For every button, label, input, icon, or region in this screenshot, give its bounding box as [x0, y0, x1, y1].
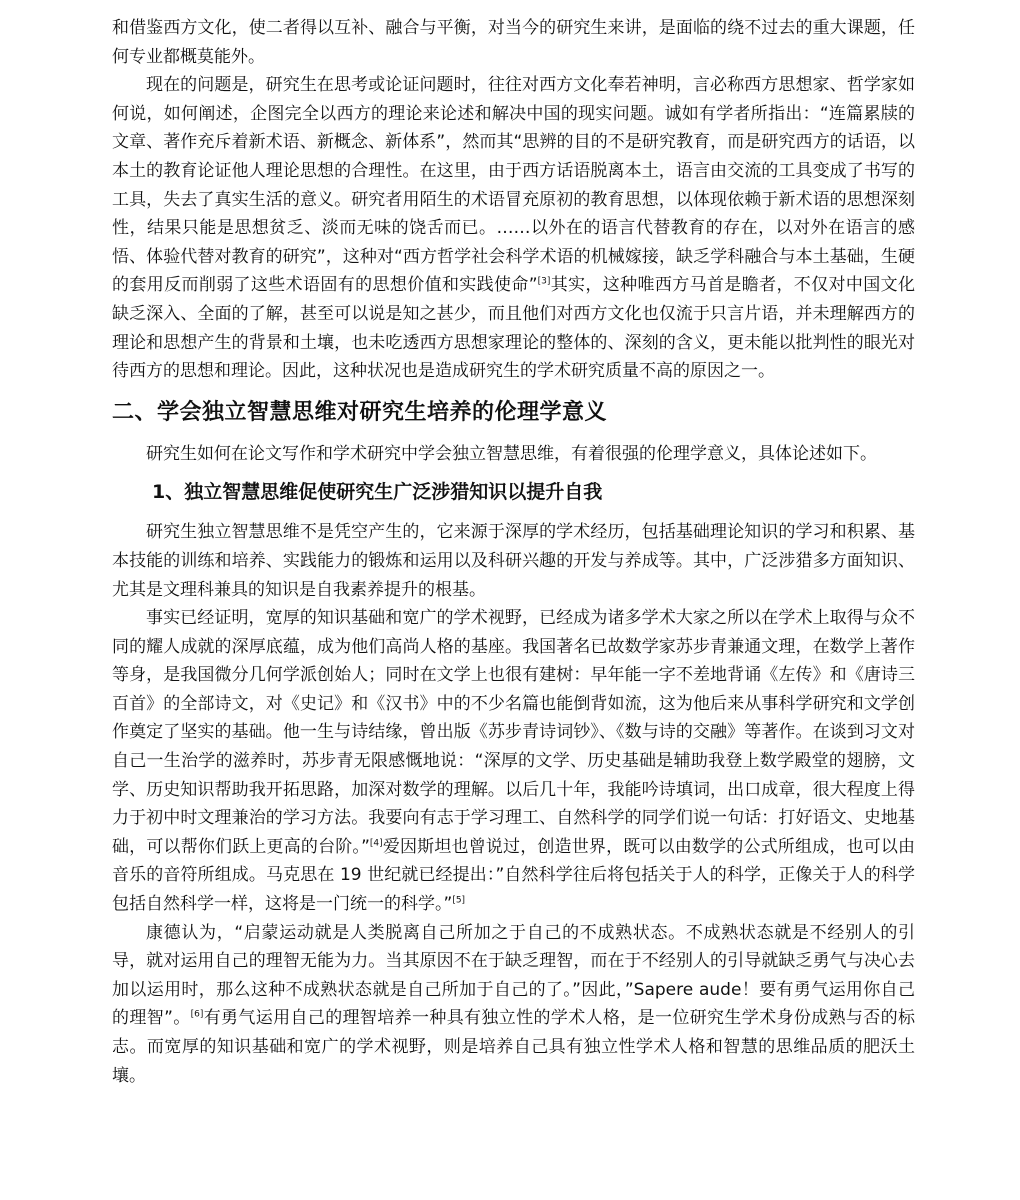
paragraph-text: 有勇气运用自己的理智培养一种具有独立性的学术人格，是一位研究生学术身份成熟与否的标志。而宽厚的知识基础和宽广的学术视野，则是培养自己具有独立性学术人格和智慧的思维品质的肥沃土壤。	[112, 1008, 915, 1086]
paragraph-text: 现在的问题是，研究生在思考或论证问题时，往往对西方文化奉若神明，言必称西方思想家、哲学家如何说，如何阐述，企图完全以西方的理论来论述和解决中国的现实问题。诚如有学者所指出：“连篇累牍的文章、著作充斥着新术语、新概念、新体系”，然而其“思辨的目的不是研究教育，而是研究西方的话语，以本土的教育论证他人理论思想的合理性。在这里，由于西方话语脱离本土，语言由交流的工具变成了书写的工具，失去了真实生活的意义。研究者用陌生的术语冒充原初的教育思想，以体现依赖于新术语的思想深刻性，结果只能是思想贫乏、淡而无味的饶舌而已。……以外在的语言代替教育的存在，以对外在语言的感悟、体验代替对教育的研究”，这种对“西方哲学社会科学术语的机械嫁接，缺乏学科融合与本土基础，生硬的套用反而削弱了这些术语固有的思想价值和实践使命”	[112, 75, 915, 296]
paragraph-text: 研究生如何在论文写作和学术研究中学会独立智慧思维，有着很强的伦理学意义，具体论述如下。	[146, 443, 877, 464]
section-heading: 二、学会独立智慧思维对研究生培养的伦理学意义	[112, 399, 608, 425]
paragraph-independent-thinking	[112, 518, 915, 604]
citation-ref: [6]	[190, 1009, 204, 1020]
paragraph-intro	[112, 440, 915, 469]
citation-ref: [5]	[452, 895, 466, 906]
paragraph-text: 其实，这种唯西方马首是瞻者，不仅对中国文化缺乏深入、全面的了解，甚至可以说是知之甚少，而且他们对西方文化也仅流于只言片语，并未理解西方的理论和思想产生的背景和土壤，也未吃透西方思想家理论的整体的、深刻的含义，更未能以批判性的眼光对待西方的思想和理论。因此，这种状况也是造成研究生的学术研究质量不高的原因之一。	[112, 275, 915, 382]
paragraph-text: 爱因斯坦也曾说过，创造世界，既可以由数学的公式所组成，也可以由音乐的音符所组成。马克思在 19 世纪就已经提出：”自然科学往后将包括关于人的科学，正像关于人的科学包括自然科学一样，这将是一门统一的科学。”	[112, 836, 916, 915]
paragraph-continuation	[112, 14, 915, 71]
paragraph-text: 和借鉴西方文化，使二者得以互补、融合与平衡，对当今的研究生来讲，是面临的绕不过去的重大课题，任何专业都概莫能外。	[112, 18, 915, 67]
citation-ref: [3]	[537, 276, 551, 287]
paragraph-text: 研究生独立智慧思维不是凭空产生的，它来源于深厚的学术经历，包括基础理论知识的学习和积累、基本技能的训练和培养、实践能力的锻炼和运用以及科研兴趣的开发与养成等。其中，广泛涉猎多方面知识、尤其是文理科兼具的知识是自我素养提升的根基。	[112, 522, 915, 600]
paragraph-kant	[112, 919, 915, 1091]
paragraph-text: 康德认为，“启蒙运动就是人类脱离自己所加之于自己的不成熟状态。不成熟状态就是不经别人的引导，就对运用自己的理智无能为力。当其原因不在于缺乏理智，而在于不经别人的引导就缺乏勇气与决心去加以运用时，那么这种不成熟状态就是自己所加于自己的了。”因此，”Sapere aude！要有勇气运用你自己的理智”。	[112, 922, 915, 1029]
paragraph-knowledge-foundation	[112, 604, 915, 919]
paragraph-western-culture	[112, 71, 915, 386]
citation-ref: [4]	[369, 838, 383, 849]
subsection-heading: 1、独立智慧思维促使研究生广泛涉猎知识以提升自我	[152, 481, 603, 504]
paragraph-text: 事实已经证明，宽厚的知识基础和宽广的学术视野，已经成为诸多学术大家之所以在学术上取得与众不同的耀人成就的深厚底蕴，成为他们高尚人格的基座。我国著名已故数学家苏步青兼通文理，在数学上著作等身，是我国微分几何学派创始人；同时在文学上也很有建树：早年能一字不差地背诵《左传》和《唐诗三百首》的全部诗文，对《史记》和《汉书》中的不少名篇也能倒背如流，这为他后来从事科学研究和文学创作奠定了坚实的基础。他一生与诗结缘，曾出版《苏步青诗词钞》、《数与诗的交融》等著作。在谈到习文对自己一生治学的滋养时，苏步青无限感慨地说：“深厚的文学、历史基础是辅助我登上数学殿堂的翅膀，文学、历史知识帮助我开拓思路，加深对数学的理解。以后几十年，我能吟诗填词，出口成章，很大程度上得力于初中时文理兼治的学习方法。我要向有志于学习理工、自然科学的同学们说一句话：打好语文、史地基础，可以帮你们跃上更高的台阶。”	[112, 608, 915, 857]
